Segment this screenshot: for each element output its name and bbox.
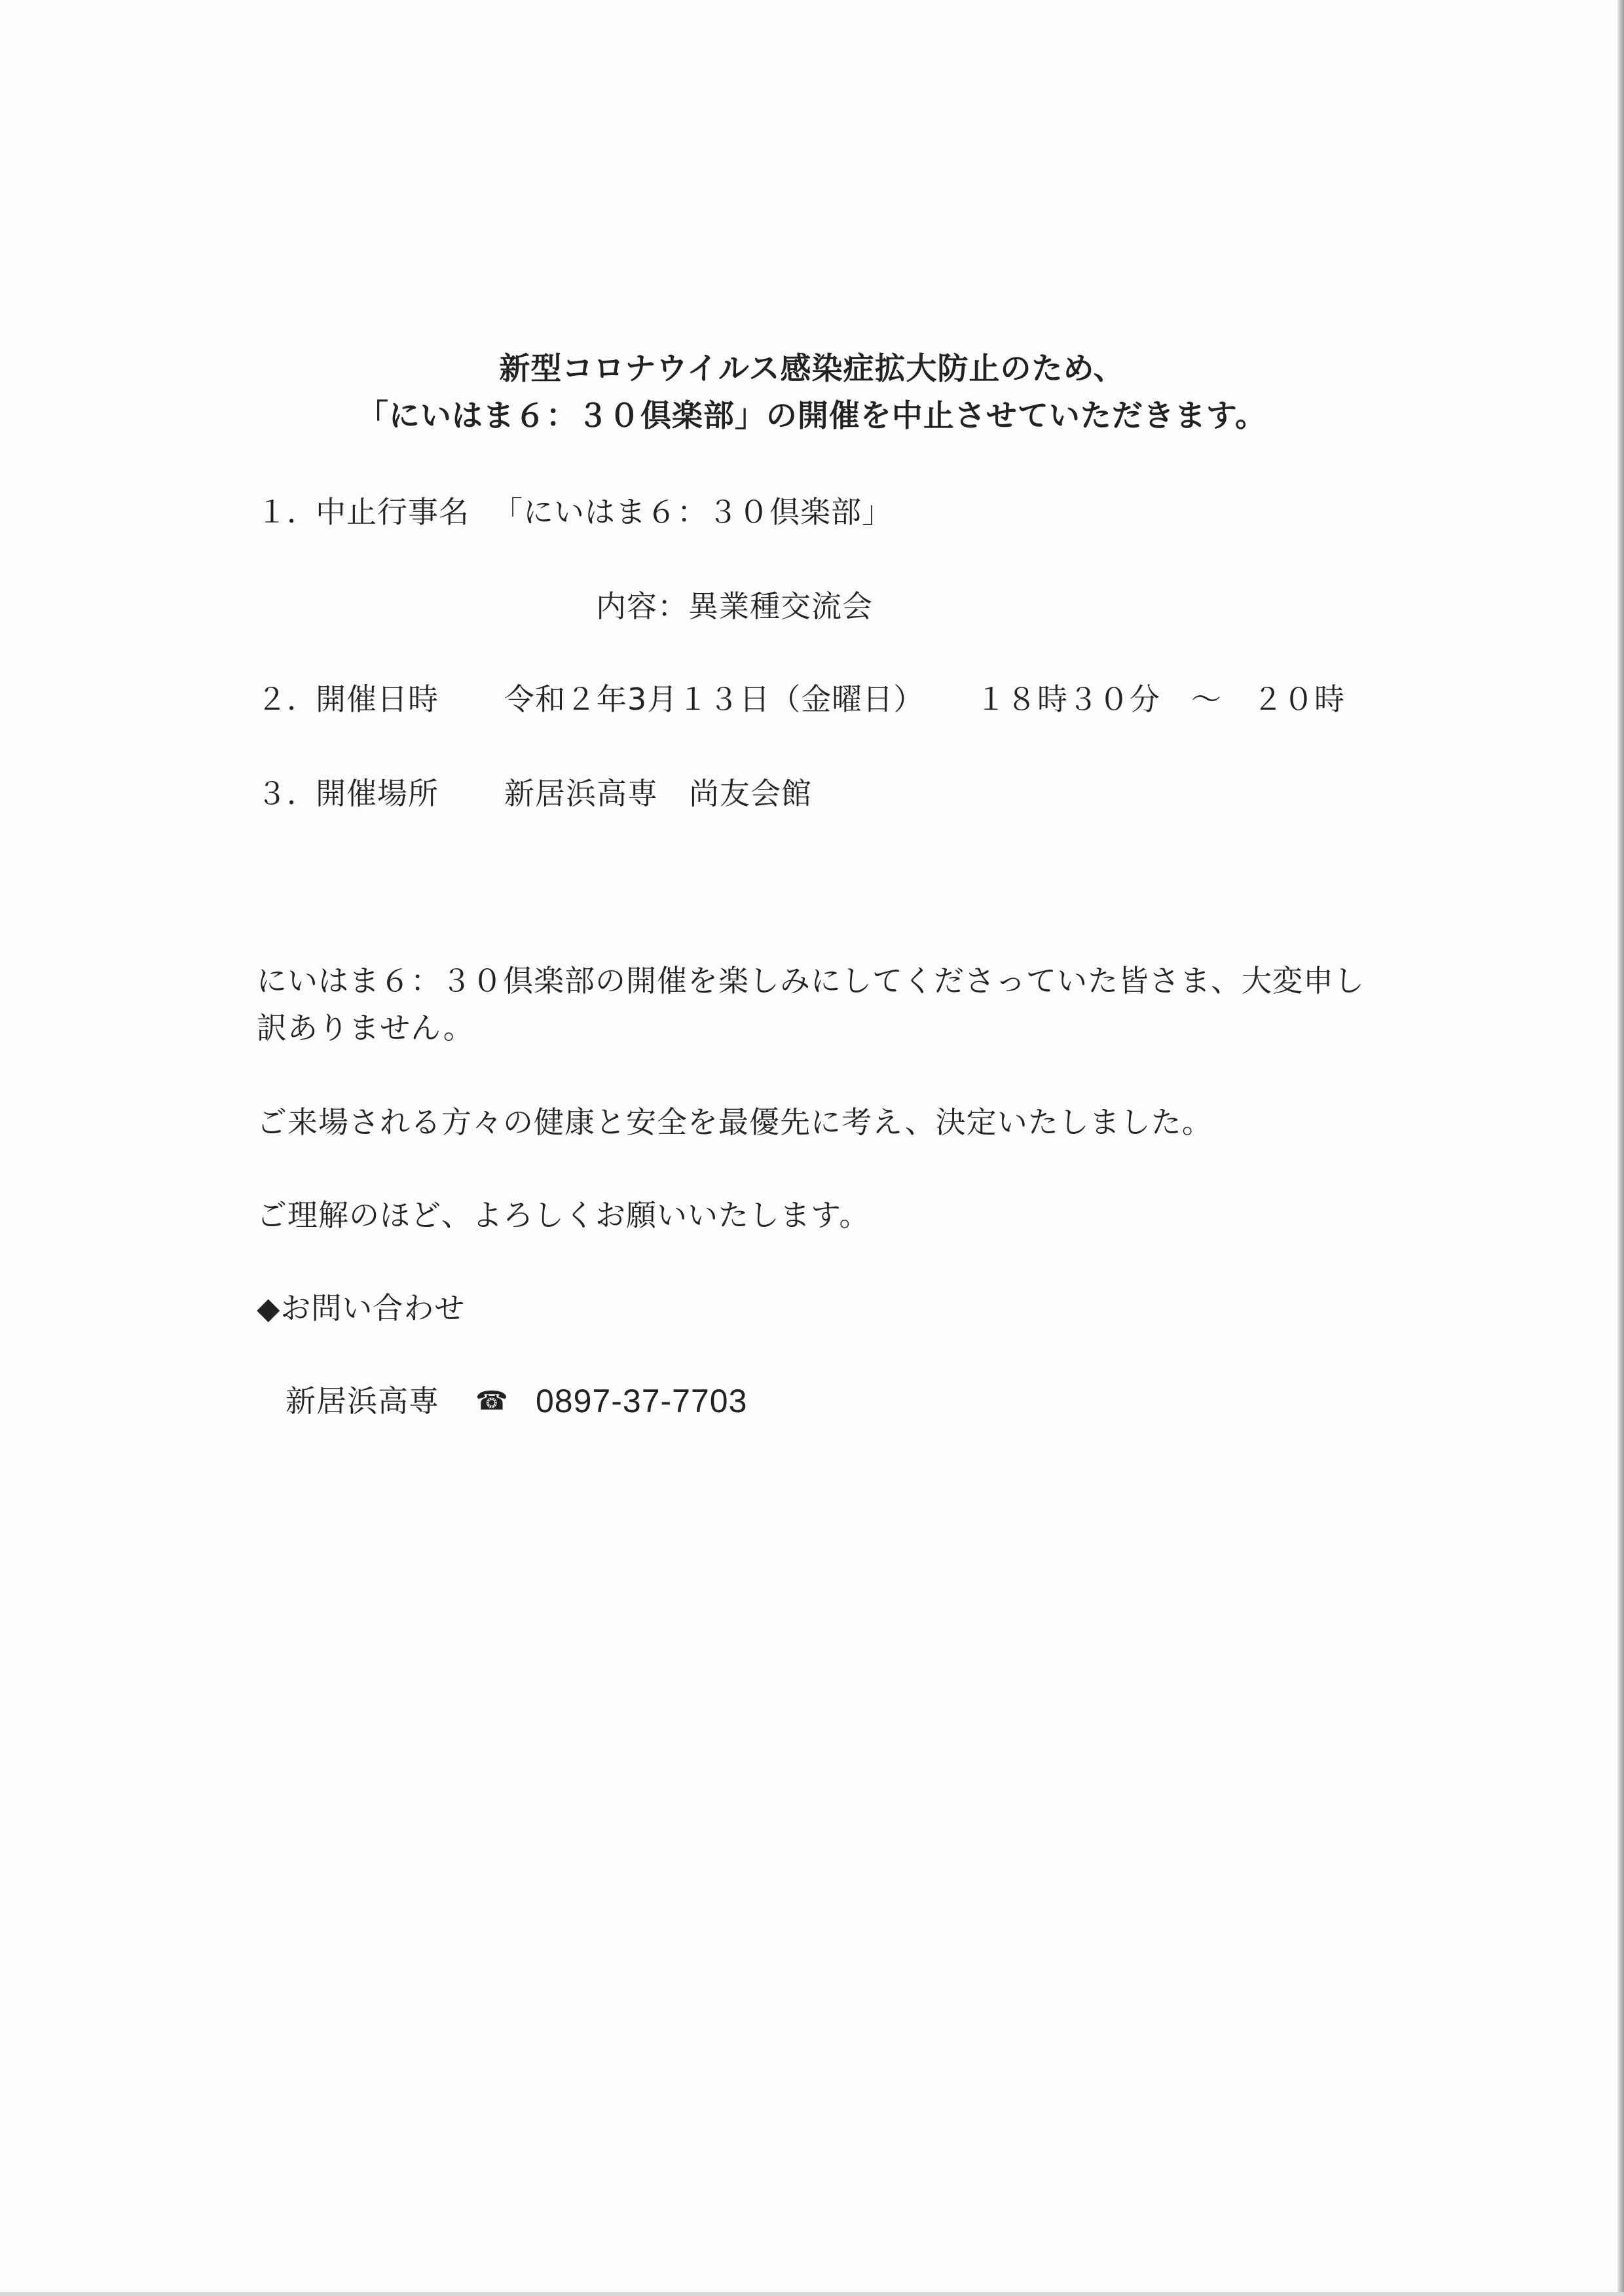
- page-bottom-edge: [0, 2292, 1624, 2296]
- contact-heading: ◆お問い合わせ: [257, 1290, 466, 1326]
- item-3-number: ３．: [257, 776, 317, 811]
- item-2-time: １８時３０分 ～ ２０時: [976, 682, 1345, 717]
- contact-org: 新居浜高専: [286, 1383, 439, 1419]
- telephone-icon: ☎: [475, 1386, 508, 1416]
- body-line-2: 訳ありません。: [257, 1010, 474, 1046]
- item-1-sub-value: 内容：異業種交流会: [596, 589, 873, 624]
- page-edge-shadow: [1617, 0, 1624, 2296]
- item-2-number: ２．: [257, 682, 317, 717]
- body-line-3: ご来場される方々の健康と安全を最優先に考え、決定いたしました。: [257, 1104, 1213, 1140]
- item-1-value: 「にいはま６：３０倶楽部」: [492, 494, 893, 530]
- item-2-value: 令和２年3月１３日（金曜日）: [504, 682, 925, 717]
- item-3-value: 新居浜高専 尚友会館: [504, 776, 812, 811]
- contact-phone: 0897-37-7703: [536, 1383, 748, 1419]
- item-3-label: 開催場所: [316, 776, 439, 811]
- title-line-1: 新型コロナウイルス感染症拡大防止のため、: [499, 351, 1125, 387]
- item-1-number: １．: [257, 494, 317, 530]
- item-1-label: 中止行事名: [316, 494, 470, 530]
- title-line-2: 「にいはま６：３０倶楽部」の開催を中止させていただきます。: [357, 398, 1267, 434]
- item-2-label: 開催日時: [316, 682, 439, 717]
- body-line-1: にいはま６：３０倶楽部の開催を楽しみにしてくださっていた皆さま、大変申し: [257, 963, 1365, 998]
- body-line-4: ご理解のほど、よろしくお願いいたします。: [257, 1197, 870, 1233]
